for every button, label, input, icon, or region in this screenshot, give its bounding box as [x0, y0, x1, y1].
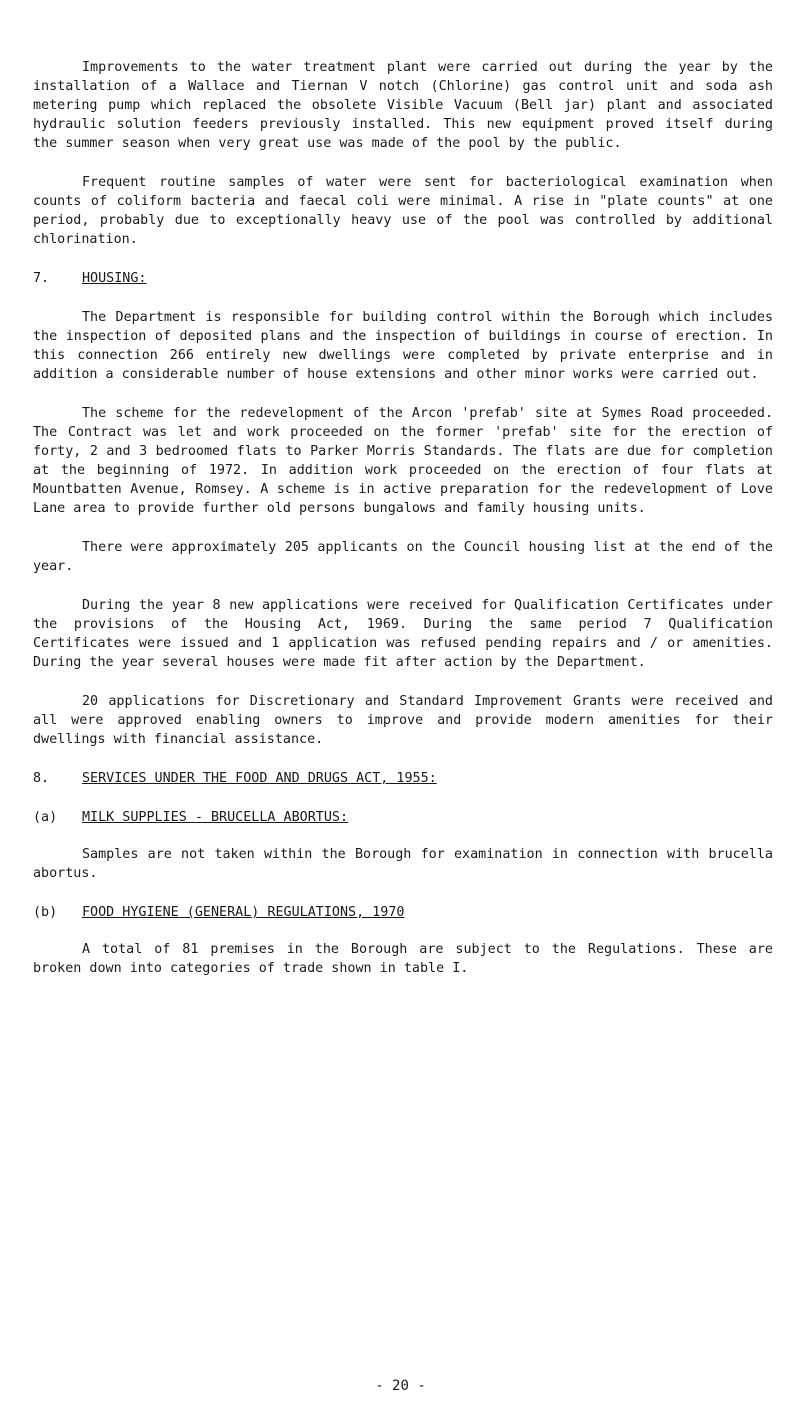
paragraph-brucella-samples: Samples are not taken within the Borough for examination in connection with brucella abortus.: [33, 847, 773, 881]
page-number: - 20 -: [375, 1378, 426, 1394]
paragraph-housing-list: There were approximately 205 applicants on the Council housing list at the end of the year.: [33, 540, 773, 574]
section-title: SERVICES UNDER THE FOOD AND DRUGS ACT, 1955:: [82, 771, 437, 786]
subsection-heading-food-hygiene: [33, 903, 773, 922]
document-page: [33, 58, 773, 998]
paragraph-improvement-grants: 20 applications for Discretionary and Standard Improvement Grants were received and all were approved enabling owners to improve and provide modern amenities for their dwellings with financial assistance.: [33, 694, 773, 747]
section-heading-food: [33, 769, 773, 788]
subsection-heading-milk: [33, 808, 773, 827]
paragraph-redevelopment-scheme: The scheme for the redevelopment of the Arcon 'prefab' site at Symes Road proceeded. The Contract was let and work proceeded on the former 'prefab' site for the erection of forty, 2 and 3 bedroomed flats to Parker Morris Standards. The flats are due for completion at the beginning of 1972. In addition work proceeded on the erection of four flats at Mountbatten Avenue, Romsey. A scheme is in active preparation for the redevelopment of Love Lane area to provide further old persons bungalows and family housing units.: [33, 406, 773, 516]
section-title: HOUSING:: [82, 271, 147, 286]
paragraph-bacteriological-samples: Frequent routine samples of water were sent for bacteriological examination when counts of coliform bacteria and faecal coli were minimal. A rise in "plate counts" at one period, probably due to exceptionally heavy use of the pool was controlled by additional chlorination.: [33, 175, 773, 247]
paragraph-qualification-certificates: During the year 8 new applications were received for Qualification Certificates under the provisions of the Housing Act, 1969. During the same period 7 Qualification Certificates were issued and 1 application was refused pending repairs and / or amenities. During the year several houses were made fit after action by the Department.: [33, 598, 773, 670]
paragraph-building-control: The Department is responsible for building control within the Borough which includes the inspection of deposited plans and the inspection of buildings in course of erection. In this connection 266 entirely new dwellings were completed by private enterprise and in addition a considerable number of house extensions and other minor works were carried out.: [33, 310, 773, 382]
subsection-title: MILK SUPPLIES - BRUCELLA ABORTUS:: [82, 810, 349, 825]
paragraph-water-treatment: Improvements to the water treatment plant were carried out during the year by the installation of a Wallace and Tiernan V notch (Chlorine) gas control unit and soda ash metering pump which replaced the obsolete Visible Vacuum (Bell jar) plant and associated hydraulic solution feeders previously installed. This new equipment proved itself during the summer season when very great use was made of the pool by the public.: [33, 60, 773, 151]
subsection-title: FOOD HYGIENE (GENERAL) REGULATIONS, 1970: [82, 905, 405, 920]
subsection-letter: (a): [33, 810, 58, 825]
section-number: 8.: [33, 771, 50, 786]
paragraph-premises-total: A total of 81 premises in the Borough are subject to the Regulations. These are broken down into categories of trade shown in table I.: [33, 942, 773, 976]
section-number: 7.: [33, 271, 50, 286]
subsection-letter: (b): [33, 905, 58, 920]
section-heading-housing: [33, 269, 773, 288]
